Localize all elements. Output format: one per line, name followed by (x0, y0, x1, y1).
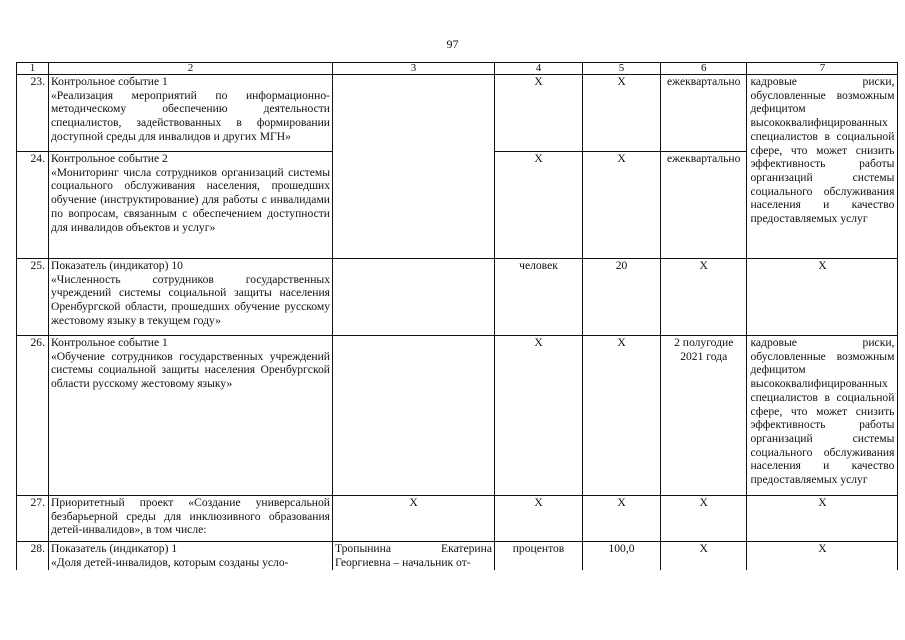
unit-cell: Х (495, 336, 583, 496)
responsible-cell (333, 259, 495, 336)
value-cell: Х (583, 336, 661, 496)
header-cell: 5 (583, 63, 661, 75)
row-text: «Численность сотрудников государственных учреждений системы социальной защиты населения Оренбургской области, прошедших обучение русскому жестовому языку в текущем году» (51, 272, 330, 327)
row-text: «Мониторинг числа сотрудников организаций системы социального обслуживания населения, прошедших обучение (инструктирование) для работы с инвалидами по вопросам, связанным с обеспечением доступности для инвалидов объектов и услуг» (51, 165, 330, 234)
unit-cell: Х (495, 152, 583, 259)
row-description (49, 75, 333, 152)
row-title: Контрольное событие 1 (51, 336, 168, 349)
header-row (17, 63, 898, 75)
document-table (16, 62, 898, 570)
deadline-cell: Х (661, 259, 747, 336)
table-row (17, 542, 898, 570)
row-description (49, 336, 333, 496)
table-row (17, 259, 898, 336)
risk-cell: кадровые риски, обусловленные возможным дефицитом высококвалифицированных специалистов в социальной сфере, что может снизить эффективность работы организаций системы социального обслуживания населения и качество предоставляемых услуг (747, 75, 898, 259)
row-title: Показатель (индикатор) 10 (51, 259, 183, 272)
row-title: Контрольное событие 2 (51, 152, 168, 165)
responsible-cell (333, 336, 495, 496)
table-row (17, 336, 898, 496)
value-cell: 20 (583, 259, 661, 336)
row-text: «Доля детей-инвалидов, которым созданы усло- (51, 555, 289, 569)
risk-cell: Х (747, 542, 898, 570)
row-number: 28. (17, 542, 49, 570)
header-cell: 3 (333, 63, 495, 75)
deadline-cell: Х (661, 496, 747, 542)
header-cell: 7 (747, 63, 898, 75)
header-cell: 2 (49, 63, 333, 75)
header-cell: 1 (17, 63, 49, 75)
row-number: 26. (17, 336, 49, 496)
row-number: 23. (17, 75, 49, 152)
risk-cell: кадровые риски, обусловленные возможным дефицитом высококвалифицированных специалистов в социальной сфере, что может снизить эффективность работы организаций системы социального обслуживания населения и качество предоставляемых услуг (747, 336, 898, 496)
header-cell: 6 (661, 63, 747, 75)
row-text: «Реализация мероприятий по информационно-методическому обеспечению деятельности специалистов, задействованных в формировании доступной среды для инвалидов и других МГН» (51, 88, 330, 143)
header-cell: 4 (495, 63, 583, 75)
deadline-cell: ежеквартально (661, 75, 747, 152)
row-number: 27. (17, 496, 49, 542)
row-text: «Обучение сотрудников государственных учреждений системы социальной защиты населения Оренбургской области русскому жестовому языку» (51, 349, 330, 391)
responsible-cell: Х (333, 496, 495, 542)
unit-cell: человек (495, 259, 583, 336)
unit-cell: Х (495, 75, 583, 152)
row-number: 24. (17, 152, 49, 259)
value-cell: 100,0 (583, 542, 661, 570)
responsible-cell (333, 75, 495, 259)
row-description (49, 259, 333, 336)
table-row (17, 496, 898, 542)
row-description: Приоритетный проект «Создание универсальной безбарьерной среды для инклюзивного образования детей-инвалидов», в том числе: (49, 496, 333, 542)
deadline-cell: 2 полугодие 2021 года (661, 336, 747, 496)
page-number: 97 (446, 37, 459, 51)
value-cell: Х (583, 496, 661, 542)
row-title: Контрольное событие 1 (51, 75, 168, 88)
row-description (49, 152, 333, 259)
deadline-cell: Х (661, 542, 747, 570)
unit-cell: Х (495, 496, 583, 542)
value-cell: Х (583, 75, 661, 152)
row-description (49, 542, 333, 570)
row-title: Показатель (индикатор) 1 (51, 542, 178, 555)
table-row (17, 75, 898, 152)
risk-cell: Х (747, 496, 898, 542)
risk-cell: Х (747, 259, 898, 336)
value-cell: Х (583, 152, 661, 259)
unit-cell: процентов (495, 542, 583, 570)
row-number: 25. (17, 259, 49, 336)
responsible-cell: Тропынина Екатерина Георгиевна – начальник от- (333, 542, 495, 570)
deadline-cell: ежеквартально (661, 152, 747, 259)
